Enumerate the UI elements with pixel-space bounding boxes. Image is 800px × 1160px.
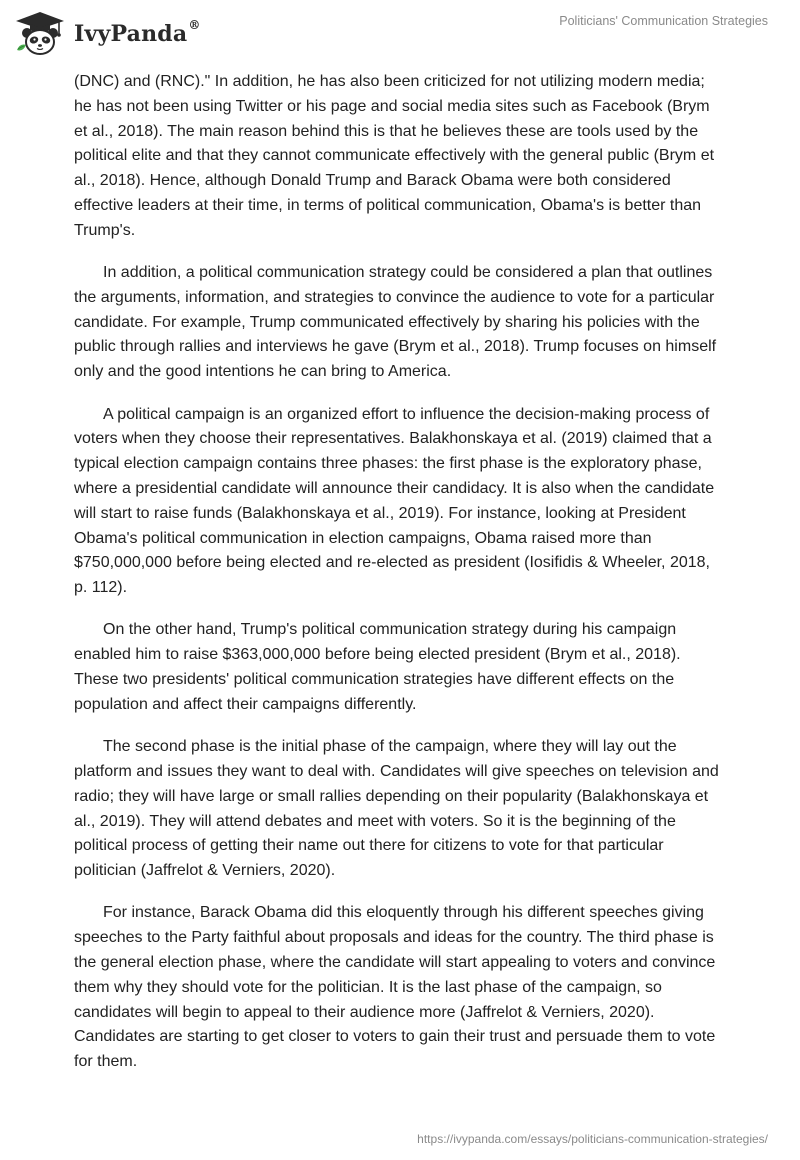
paragraph: The second phase is the initial phase of the campaign, where they will lay out the platform and issues they want to deal with. Candidates will give speeches on television and radio; they will have large or small rallies depending on their popularity (Balakhonskaya et al., 2019). They will attend debates and meet with voters. So it is the beginning of the political process of getting their name out there for citizens to vote for that particular politician (Jaffrelot & Verniers, 2020). xyxy=(74,738,719,880)
registered-mark: ® xyxy=(188,18,201,32)
essay-body xyxy=(74,70,726,1092)
source-url[interactable]: https://ivypanda.com/essays/politicians-communication-strategies/ xyxy=(417,1132,768,1146)
document-title: Politicians' Communication Strategies xyxy=(559,14,768,28)
page-header xyxy=(0,0,800,64)
ivypanda-logo[interactable] xyxy=(14,10,201,56)
brand-name: IvyPanda® xyxy=(74,18,201,47)
paragraph: On the other hand, Trump's political communication strategy during his campaign enabled him to raise $363,000,000 before being elected president (Brym et al., 2018). These two presidents' political communication strategies have different effects on the population and affect their campaigns differently. xyxy=(74,621,681,713)
paragraph: (DNC) and (RNC)." In addition, he has also been criticized for not utilizing modern media; he has not been using Twitter or his page and social media sites such as Facebook (Brym et al., 2018). The main reason behind this is that he believes these are tools used by the political elite and that they cannot communicate effectively with the general public (Brym et al., 2018). Hence, although Donald Trump and Barack Obama were both considered effective leaders at their time, in terms of political communication, Obama's is better than Trump's. xyxy=(74,73,715,239)
panda-graduate-icon xyxy=(14,10,66,56)
paragraph: In addition, a political communication strategy could be considered a plan that outlines the arguments, information, and strategies to convince the audience to vote for a particular candidate. For example, Trump communicated effectively by sharing his policies with the public through rallies and interviews he gave (Brym et al., 2018). Trump focuses on himself only and the good intentions he can bring to America. xyxy=(74,264,717,381)
paragraph: A political campaign is an organized effort to influence the decision-making process of voters when they choose their representatives. Balakhonskaya et al. (2019) claimed that a typical election campaign contains three phases: the first phase is the exploratory phase, where a presidential candidate will announce their candidacy. It is also when the candidate will start to raise funds (Balakhonskaya et al., 2019). For instance, looking at President Obama's political communication in election campaigns, Obama raised more than $750,000,000 before being elected and re-elected as president (Iosifidis & Wheeler, 2018, p. 112). xyxy=(74,405,715,597)
paragraph: For instance, Barack Obama did this eloquently through his different speeches giving speeches to the Party faithful about proposals and ideas for the country. The third phase is the general election phase, where the candidate will start appealing to voters and convince them why they should vote for the politician. It is the last phase of the campaign, so candidates will begin to appeal to their audience more (Jaffrelot & Verniers, 2020). Candidates are starting to get closer to voters to gain their trust and persuade them to vote for them. xyxy=(74,904,716,1071)
